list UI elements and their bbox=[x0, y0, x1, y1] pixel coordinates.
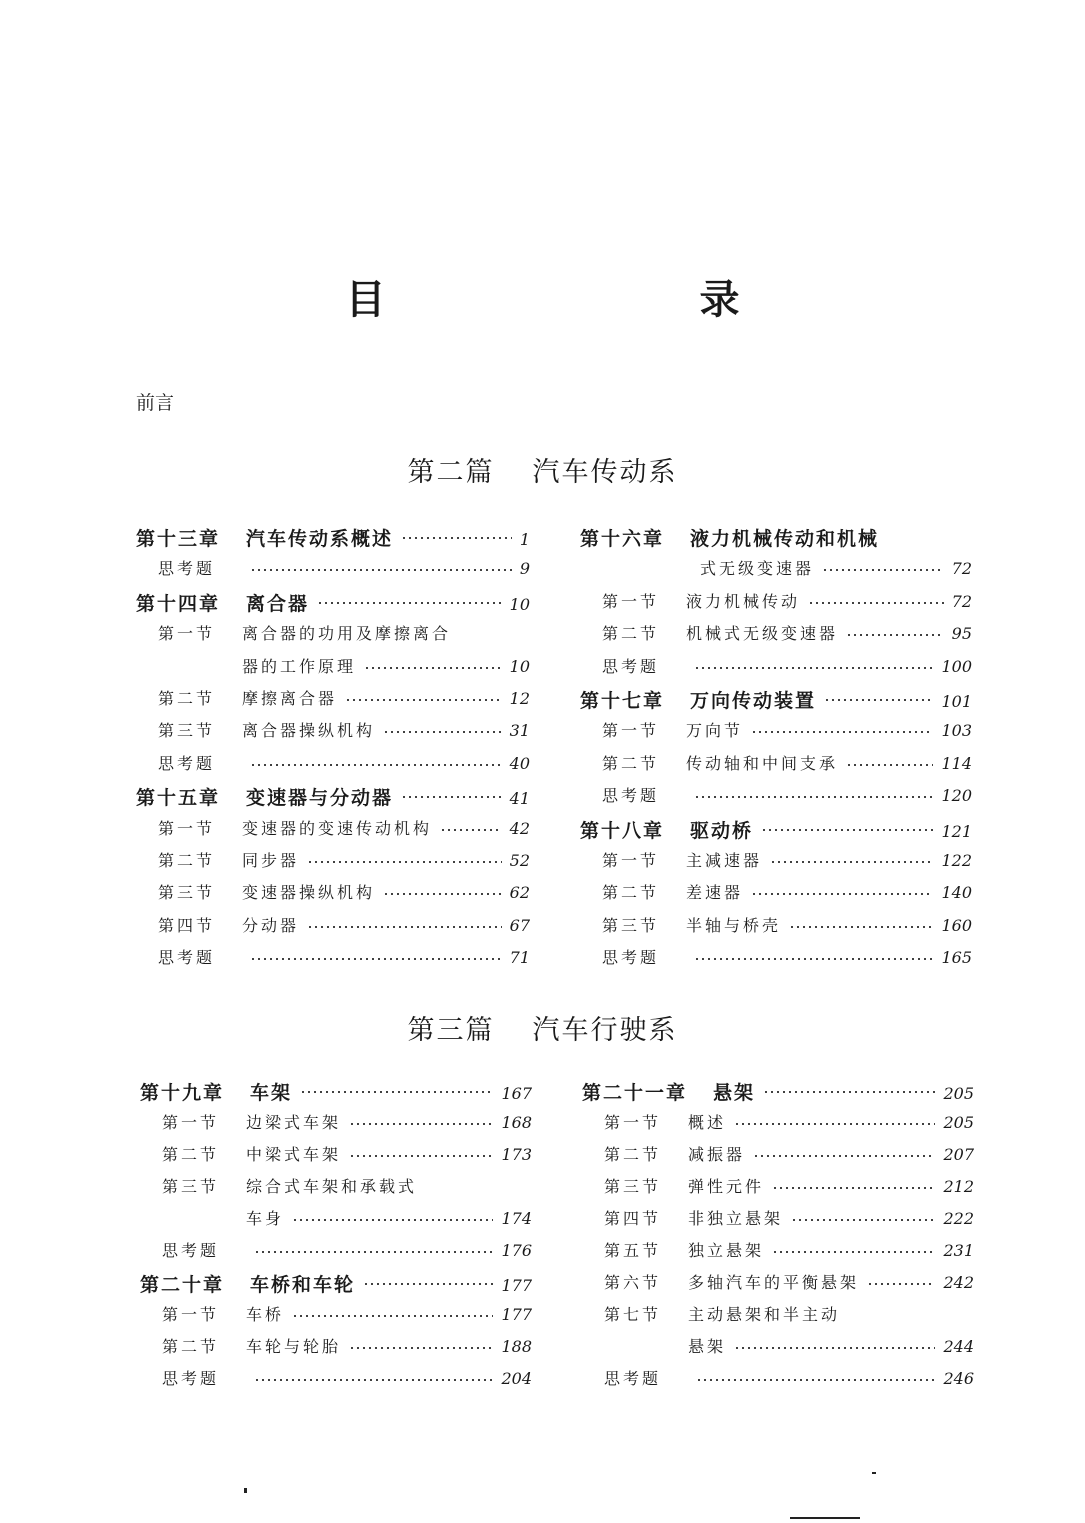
toc-leader-dots bbox=[751, 730, 933, 734]
toc-entry-row[interactable] bbox=[580, 718, 972, 746]
toc-leader-dots bbox=[383, 892, 502, 896]
toc-title: 变速器操纵机构 bbox=[242, 883, 376, 903]
toc-title: 半轴与桥壳 bbox=[686, 915, 782, 935]
toc-title: 机械式无级变速器 bbox=[686, 624, 839, 644]
toc-title: 中梁式车架 bbox=[246, 1145, 342, 1164]
toc-label: 第三节 bbox=[162, 1177, 220, 1196]
toc-title: 离合器的功用及摩擦离合 bbox=[242, 624, 452, 644]
toc-page-number: 41 bbox=[509, 789, 530, 809]
toc-title: 悬架 bbox=[688, 1337, 727, 1356]
toc-leader-dots bbox=[761, 828, 933, 832]
toc-page-number: 174 bbox=[501, 1209, 532, 1228]
toc-entry-row[interactable] bbox=[140, 1238, 532, 1266]
toc-title: 综合式车架和承载式 bbox=[246, 1177, 418, 1196]
toc-label: 第六节 bbox=[604, 1273, 662, 1292]
toc-entry-row[interactable] bbox=[580, 945, 972, 973]
toc-title: 车桥和车轮 bbox=[250, 1274, 356, 1296]
toc-page-number: 31 bbox=[509, 721, 530, 741]
toc-label: 第一节 bbox=[162, 1305, 220, 1324]
toc-title: 汽车传动系概述 bbox=[246, 528, 394, 550]
toc-leader-dots bbox=[751, 892, 933, 896]
toc-title: 变速器与分动器 bbox=[246, 787, 394, 810]
toc-leader-dots bbox=[307, 860, 502, 864]
scan-speck bbox=[790, 1517, 860, 1519]
toc-leader-dots bbox=[846, 763, 933, 767]
toc-label: 第十四章 bbox=[136, 592, 221, 615]
toc-label: 第一节 bbox=[158, 624, 216, 644]
toc-page-number: 72 bbox=[951, 591, 972, 611]
toc-title: 万向节 bbox=[686, 721, 744, 741]
toc-page-number: 100 bbox=[941, 656, 972, 676]
toc-label: 第十八章 bbox=[580, 819, 665, 842]
toc-title: 悬架 bbox=[713, 1082, 756, 1104]
toc-label: 第四节 bbox=[604, 1209, 662, 1228]
toc-title: 独立悬架 bbox=[688, 1241, 765, 1260]
toc-label: 第七节 bbox=[604, 1305, 662, 1324]
toc-label: 第二节 bbox=[602, 624, 660, 644]
toc-title: 器的工作原理 bbox=[242, 656, 357, 676]
toc-leader-dots bbox=[345, 698, 502, 702]
toc-entry-row[interactable] bbox=[140, 1142, 532, 1170]
toc-title: 离合器操纵机构 bbox=[242, 721, 376, 741]
toc-title: 车轮与轮胎 bbox=[246, 1337, 342, 1356]
toc-page-number: 95 bbox=[951, 624, 972, 644]
toc-entry-row[interactable] bbox=[580, 880, 972, 908]
toc-label: 第二节 bbox=[602, 883, 660, 903]
toc-page-number: 242 bbox=[943, 1273, 974, 1292]
toc-entry-row[interactable] bbox=[582, 1366, 974, 1394]
page-title: 目 录 bbox=[345, 277, 890, 323]
toc-entry-row[interactable] bbox=[136, 880, 530, 908]
toc-label: 思考题 bbox=[602, 948, 660, 968]
toc-leader-dots bbox=[770, 860, 933, 864]
toc-label: 第十九章 bbox=[140, 1082, 225, 1104]
toc-chapter-row[interactable] bbox=[580, 524, 972, 552]
toc-title: 液力机械传动和机械 bbox=[690, 528, 880, 550]
toc-entry-row[interactable] bbox=[140, 1334, 532, 1362]
part-name: 汽车传动系 bbox=[532, 457, 678, 488]
toc-chapter-row[interactable] bbox=[140, 1078, 532, 1106]
toc-leader-dots bbox=[734, 1346, 935, 1350]
toc-label: 第十六章 bbox=[580, 528, 665, 550]
toc-label: 第三节 bbox=[602, 915, 660, 935]
toc-title: 非独立悬架 bbox=[688, 1209, 784, 1228]
toc-leader-dots bbox=[846, 633, 944, 637]
toc-chapter-row[interactable] bbox=[136, 783, 530, 811]
toc-page-number: 40 bbox=[509, 753, 530, 773]
toc-entry-row[interactable] bbox=[580, 621, 972, 649]
toc-leader-dots bbox=[254, 1250, 493, 1254]
toc-entry-row[interactable] bbox=[582, 1206, 974, 1234]
toc-page-number: 244 bbox=[943, 1337, 974, 1356]
toc-leader-dots bbox=[734, 1122, 935, 1126]
toc-label: 第十七章 bbox=[580, 690, 665, 712]
toc-leader-dots bbox=[307, 925, 502, 929]
toc-leader-dots bbox=[300, 1090, 493, 1094]
toc-label: 第一节 bbox=[162, 1113, 220, 1132]
toc-page-number: 120 bbox=[941, 786, 972, 806]
toc-label: 第三节 bbox=[158, 883, 216, 903]
toc-entry-row[interactable] bbox=[582, 1302, 974, 1330]
toc-entry-row[interactable] bbox=[136, 718, 530, 746]
toc-entry-row[interactable] bbox=[140, 1174, 532, 1202]
toc-chapter-row[interactable] bbox=[136, 589, 530, 617]
toc-page-number: 1 bbox=[519, 530, 530, 549]
toc-page-number: 231 bbox=[943, 1241, 974, 1260]
toc-page-number: 204 bbox=[501, 1369, 532, 1388]
toc-leader-dots bbox=[401, 536, 512, 540]
toc-page-number: 121 bbox=[941, 821, 972, 841]
toc-entry-row[interactable] bbox=[580, 913, 972, 941]
toc-leader-dots bbox=[694, 957, 933, 961]
toc-leader-dots bbox=[349, 1122, 493, 1126]
toc-title: 边梁式车架 bbox=[246, 1113, 342, 1132]
toc-entry-row[interactable] bbox=[136, 556, 530, 584]
toc-entry-row[interactable] bbox=[580, 556, 972, 584]
toc-page-number: 67 bbox=[509, 915, 530, 935]
toc-page-number: 205 bbox=[943, 1113, 974, 1132]
toc-page-number: 173 bbox=[501, 1145, 532, 1164]
toc-page-number: 205 bbox=[943, 1084, 974, 1103]
toc-leader-dots bbox=[317, 601, 502, 605]
toc-entry-row[interactable] bbox=[136, 686, 530, 714]
toc-leader-dots bbox=[753, 1154, 935, 1158]
toc-leader-dots bbox=[292, 1218, 493, 1222]
toc-leader-dots bbox=[250, 957, 502, 961]
toc-leader-dots bbox=[763, 1090, 935, 1094]
toc-label: 第一节 bbox=[158, 818, 216, 838]
toc-leader-dots bbox=[808, 601, 944, 605]
toc-chapter-row[interactable] bbox=[580, 816, 972, 844]
toc-leader-dots bbox=[401, 795, 502, 799]
scan-speck bbox=[244, 1488, 247, 1493]
toc-entry-row[interactable] bbox=[136, 848, 530, 876]
toc-title: 弹性元件 bbox=[688, 1177, 765, 1196]
scan-speck bbox=[872, 1472, 876, 1474]
toc-leader-dots bbox=[696, 1378, 935, 1382]
toc-title: 式无级变速器 bbox=[700, 559, 815, 579]
toc-label: 第一节 bbox=[604, 1113, 662, 1132]
toc-page-number: 10 bbox=[509, 594, 530, 614]
toc-label: 第四节 bbox=[158, 915, 216, 935]
toc-entry-row[interactable] bbox=[140, 1206, 532, 1234]
toc-leader-dots bbox=[383, 730, 502, 734]
toc-leader-dots bbox=[292, 1314, 493, 1318]
toc-page-number: 188 bbox=[501, 1337, 532, 1356]
toc-title: 多轴汽车的平衡悬架 bbox=[688, 1273, 860, 1292]
toc-entry-row[interactable] bbox=[582, 1174, 974, 1202]
toc-title: 摩擦离合器 bbox=[242, 689, 338, 708]
part-heading-3 bbox=[0, 1008, 1085, 1047]
toc-leader-dots bbox=[791, 1218, 935, 1222]
preface-link[interactable]: 前言 bbox=[136, 392, 175, 414]
toc-entry-row[interactable] bbox=[140, 1366, 532, 1394]
toc-page-number: 246 bbox=[943, 1369, 974, 1388]
toc-leader-dots bbox=[772, 1186, 935, 1190]
toc-label: 第一节 bbox=[602, 851, 660, 870]
part-heading-2 bbox=[0, 450, 1085, 489]
toc-leader-dots bbox=[772, 1250, 935, 1254]
toc-label: 第十五章 bbox=[136, 787, 221, 810]
toc-title: 液力机械传动 bbox=[686, 591, 801, 611]
toc-entry-row[interactable] bbox=[140, 1302, 532, 1330]
toc-page-number: 177 bbox=[501, 1276, 532, 1295]
toc-page-number: 114 bbox=[941, 753, 972, 773]
toc-leader-dots bbox=[250, 763, 502, 767]
toc-leader-dots bbox=[789, 925, 933, 929]
toc-title: 车身 bbox=[246, 1209, 285, 1228]
toc-label: 第二节 bbox=[158, 851, 216, 870]
toc-title: 驱动桥 bbox=[690, 819, 754, 842]
toc-page-number: 9 bbox=[519, 559, 530, 579]
toc-leader-dots bbox=[349, 1346, 493, 1350]
toc-label: 第二节 bbox=[162, 1145, 220, 1164]
toc-entry-row[interactable] bbox=[136, 913, 530, 941]
toc-page-number: 71 bbox=[509, 948, 530, 968]
toc-leader-dots bbox=[440, 828, 502, 832]
toc-entry-row[interactable] bbox=[582, 1142, 974, 1170]
toc-label: 第五节 bbox=[604, 1241, 662, 1260]
toc-title: 万向传动装置 bbox=[690, 690, 817, 712]
toc-label: 第二十章 bbox=[140, 1274, 225, 1296]
toc-label: 第二节 bbox=[158, 689, 216, 708]
toc-label: 第二节 bbox=[602, 753, 660, 773]
toc-label: 思考题 bbox=[604, 1369, 662, 1388]
toc-page-number: 122 bbox=[941, 851, 972, 870]
toc-title: 概述 bbox=[688, 1113, 727, 1132]
toc-page-number: 72 bbox=[951, 559, 972, 579]
toc-label: 思考题 bbox=[158, 753, 216, 773]
toc-entry-row[interactable] bbox=[580, 751, 972, 779]
toc-label: 第一节 bbox=[602, 591, 660, 611]
toc-entry-row[interactable] bbox=[582, 1238, 974, 1266]
toc-label: 思考题 bbox=[158, 559, 216, 579]
toc-page-number: 140 bbox=[941, 883, 972, 903]
toc-title: 车架 bbox=[250, 1082, 293, 1104]
toc-chapter-row[interactable] bbox=[140, 1270, 532, 1298]
toc-entry-row[interactable] bbox=[580, 848, 972, 876]
toc-page-number: 177 bbox=[501, 1305, 532, 1324]
toc-title: 变速器的变速传动机构 bbox=[242, 818, 433, 838]
toc-page-number: 12 bbox=[509, 689, 530, 708]
toc-page-number: 167 bbox=[501, 1084, 532, 1103]
toc-page-number: 42 bbox=[509, 818, 530, 838]
toc-title: 传动轴和中间支承 bbox=[686, 753, 839, 773]
toc-label: 第三节 bbox=[158, 721, 216, 741]
toc-page-number: 222 bbox=[943, 1209, 974, 1228]
toc-page-number: 101 bbox=[941, 692, 972, 711]
toc-title: 差速器 bbox=[686, 883, 744, 903]
toc-entry-row[interactable] bbox=[582, 1270, 974, 1298]
toc-leader-dots bbox=[822, 568, 944, 572]
toc-page-number: 207 bbox=[943, 1145, 974, 1164]
toc-title: 同步器 bbox=[242, 851, 300, 870]
toc-entry-row[interactable] bbox=[582, 1334, 974, 1362]
toc-title: 主减速器 bbox=[686, 851, 763, 870]
toc-label: 第一节 bbox=[602, 721, 660, 741]
toc-label: 第二节 bbox=[162, 1337, 220, 1356]
toc-entry-row[interactable] bbox=[136, 621, 530, 649]
toc-title: 主动悬架和半主动 bbox=[688, 1305, 841, 1324]
toc-chapter-row[interactable] bbox=[136, 524, 530, 552]
toc-label: 思考题 bbox=[162, 1369, 220, 1388]
toc-entry-row[interactable] bbox=[136, 945, 530, 973]
part-number: 第二篇 bbox=[407, 457, 495, 488]
toc-label: 第二十一章 bbox=[582, 1082, 688, 1104]
toc-leader-dots bbox=[824, 698, 933, 702]
toc-chapter-row[interactable] bbox=[580, 686, 972, 714]
toc-page-number: 160 bbox=[941, 915, 972, 935]
toc-entry-row[interactable] bbox=[582, 1110, 974, 1138]
toc-title: 减振器 bbox=[688, 1145, 746, 1164]
toc-label: 第二节 bbox=[604, 1145, 662, 1164]
toc-title: 离合器 bbox=[246, 592, 310, 615]
toc-chapter-row[interactable] bbox=[582, 1078, 974, 1106]
toc-leader-dots bbox=[349, 1154, 493, 1158]
toc-entry-row[interactable] bbox=[580, 783, 972, 811]
toc-title: 车桥 bbox=[246, 1305, 285, 1324]
toc-entry-row[interactable] bbox=[580, 589, 972, 617]
toc-entry-row[interactable] bbox=[140, 1110, 532, 1138]
part-name: 汽车行驶系 bbox=[532, 1015, 678, 1046]
toc-leader-dots bbox=[363, 1282, 493, 1286]
toc-leader-dots bbox=[250, 568, 512, 572]
toc-leader-dots bbox=[254, 1378, 493, 1382]
toc-page-number: 52 bbox=[509, 851, 530, 870]
toc-label: 思考题 bbox=[602, 786, 660, 806]
toc-leader-dots bbox=[694, 666, 933, 670]
toc-entry-row[interactable] bbox=[136, 751, 530, 779]
toc-page-number: 176 bbox=[501, 1241, 532, 1260]
toc-page-number: 165 bbox=[941, 948, 972, 968]
toc-page-number: 212 bbox=[943, 1177, 974, 1196]
toc-entry-row[interactable] bbox=[136, 654, 530, 682]
toc-page-number: 10 bbox=[509, 656, 530, 676]
part-number: 第三篇 bbox=[407, 1015, 495, 1046]
toc-label: 思考题 bbox=[162, 1241, 220, 1260]
toc-entry-row[interactable] bbox=[136, 816, 530, 844]
toc-page-number: 103 bbox=[941, 721, 972, 741]
toc-leader-dots bbox=[694, 795, 933, 799]
toc-page-number: 62 bbox=[509, 883, 530, 903]
toc-leader-dots bbox=[867, 1282, 935, 1286]
toc-label: 思考题 bbox=[158, 948, 216, 968]
toc-label: 第十三章 bbox=[136, 528, 221, 550]
toc-page-number: 168 bbox=[501, 1113, 532, 1132]
toc-entry-row[interactable] bbox=[580, 654, 972, 682]
toc-leader-dots bbox=[364, 666, 502, 670]
toc-title: 分动器 bbox=[242, 915, 300, 935]
toc-label: 思考题 bbox=[602, 656, 660, 676]
toc-label: 第三节 bbox=[604, 1177, 662, 1196]
